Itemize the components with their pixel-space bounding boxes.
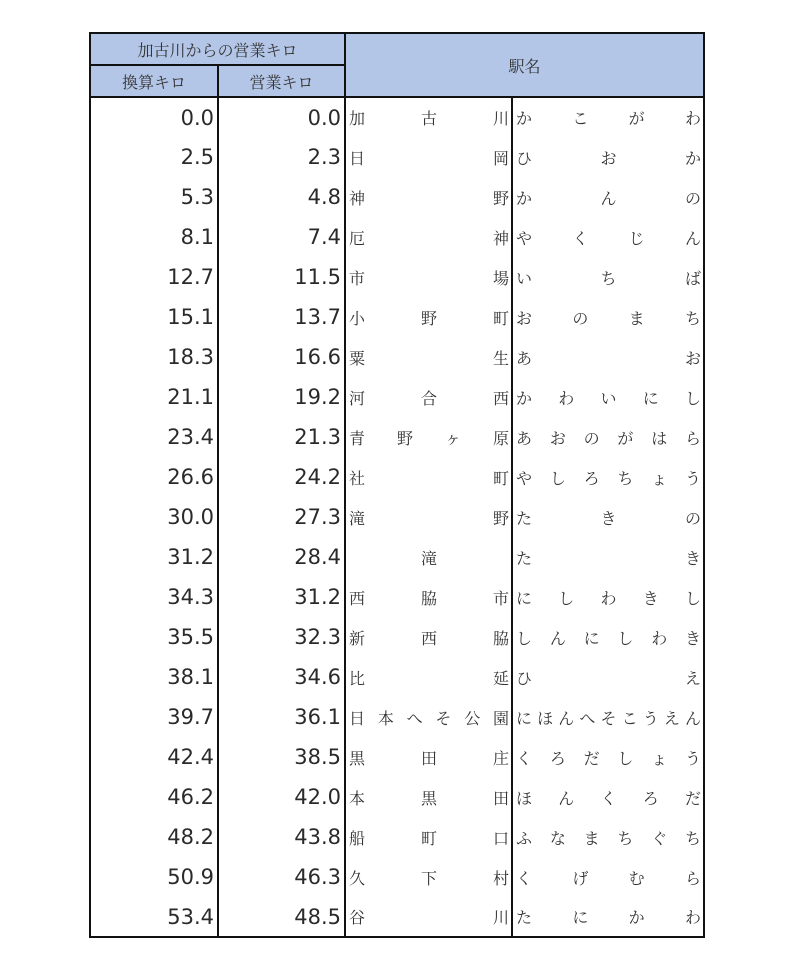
station-kanji-cell: 厄 神 [345,217,512,257]
table-row [90,177,704,217]
station-kana-cell: ふ な ま ち ぐ ち [512,817,704,857]
station-kanji-cell: 滝 [345,537,512,577]
converted-km-cell: 5.3 [90,177,218,217]
converted-km-cell: 48.2 [90,817,218,857]
station-kana-cell: ひ え [512,657,704,697]
converted-km-cell: 23.4 [90,417,218,457]
table-row [90,777,704,817]
operating-km-cell: 32.3 [218,617,345,657]
operating-km-cell: 31.2 [218,577,345,617]
station-kanji-cell: 日 岡 [345,137,512,177]
table-row [90,457,704,497]
table-row [90,297,704,337]
converted-km-cell: 35.5 [90,617,218,657]
station-kanji-cell: 河 合 西 [345,377,512,417]
table-row [90,577,704,617]
operating-km-cell: 7.4 [218,217,345,257]
station-kanji-cell: 久 下 村 [345,857,512,897]
table-row [90,697,704,737]
table-row [90,497,704,537]
converted-km-cell: 0.0 [90,97,218,137]
operating-km-cell: 4.8 [218,177,345,217]
station-distance-table [89,32,705,938]
table-row [90,417,704,457]
station-kana-cell: た き [512,537,704,577]
station-kana-cell: く ろ だ し ょ う [512,737,704,777]
table-row [90,737,704,777]
converted-km-cell: 50.9 [90,857,218,897]
station-kana-cell: か こ が わ [512,97,704,137]
station-kana-cell: か ん の [512,177,704,217]
table-row [90,137,704,177]
station-kana-cell: し ん に し わ き [512,617,704,657]
converted-km-cell: 15.1 [90,297,218,337]
converted-km-header: 換算キロ [90,65,218,97]
station-kanji-cell: 粟 生 [345,337,512,377]
station-kanji-cell: 比 延 [345,657,512,697]
table-row [90,857,704,897]
converted-km-cell: 26.6 [90,457,218,497]
station-kana-cell: た き の [512,497,704,537]
table-row [90,217,704,257]
station-kana-cell: た に か わ [512,897,704,937]
station-kanji-cell: 青 野 ヶ 原 [345,417,512,457]
operating-km-cell: 48.5 [218,897,345,937]
converted-km-cell: 31.2 [90,537,218,577]
converted-km-cell: 39.7 [90,697,218,737]
operating-km-cell: 16.6 [218,337,345,377]
table-row [90,817,704,857]
converted-km-cell: 12.7 [90,257,218,297]
converted-km-cell: 53.4 [90,897,218,937]
station-kana-cell: い ち ば [512,257,704,297]
station-kanji-cell: 市 場 [345,257,512,297]
operating-km-cell: 43.8 [218,817,345,857]
station-kanji-cell: 社 町 [345,457,512,497]
operating-km-cell: 38.5 [218,737,345,777]
operating-km-cell: 42.0 [218,777,345,817]
station-kanji-cell: 滝 野 [345,497,512,537]
station-kana-cell: ひ お か [512,137,704,177]
operating-km-cell: 19.2 [218,377,345,417]
station-kanji-cell: 西 脇 市 [345,577,512,617]
station-kanji-cell: 日 本 へ そ 公 園 [345,697,512,737]
table-row [90,97,704,137]
operating-km-cell: 11.5 [218,257,345,297]
table-row [90,337,704,377]
converted-km-cell: 30.0 [90,497,218,537]
station-kana-cell: お の ま ち [512,297,704,337]
converted-km-cell: 21.1 [90,377,218,417]
station-kanji-cell: 小 野 町 [345,297,512,337]
table-body [90,97,704,937]
table-row [90,377,704,417]
station-kanji-cell: 本 黒 田 [345,777,512,817]
station-kanji-cell: 黒 田 庄 [345,737,512,777]
operating-km-cell: 2.3 [218,137,345,177]
station-kanji-cell: 船 町 口 [345,817,512,857]
operating-km-cell: 13.7 [218,297,345,337]
station-kana-cell: に ほ ん へ そ こ う え ん [512,697,704,737]
table-row [90,257,704,297]
table-row [90,657,704,697]
table-row [90,617,704,657]
converted-km-cell: 18.3 [90,337,218,377]
operating-km-cell: 0.0 [218,97,345,137]
operating-km-cell: 24.2 [218,457,345,497]
distance-group-header: 加古川からの営業キロ [90,33,345,65]
converted-km-cell: 42.4 [90,737,218,777]
station-kana-cell: に し わ き し [512,577,704,617]
station-kanji-cell: 神 野 [345,177,512,217]
station-kanji-cell: 谷 川 [345,897,512,937]
table-row [90,537,704,577]
operating-km-cell: 36.1 [218,697,345,737]
station-kana-cell: や く じ ん [512,217,704,257]
station-kana-cell: あ お の が は ら [512,417,704,457]
operating-km-cell: 27.3 [218,497,345,537]
station-kana-cell: あ お [512,337,704,377]
converted-km-cell: 2.5 [90,137,218,177]
operating-km-cell: 34.6 [218,657,345,697]
station-kanji-cell: 加 古 川 [345,97,512,137]
converted-km-cell: 34.3 [90,577,218,617]
station-kanji-cell: 新 西 脇 [345,617,512,657]
station-kana-cell: ほ ん く ろ だ [512,777,704,817]
table-row [90,897,704,937]
operating-km-header: 営業キロ [218,65,345,97]
station-kana-cell: か わ い に し [512,377,704,417]
station-kana-cell: く げ む ら [512,857,704,897]
operating-km-cell: 46.3 [218,857,345,897]
station-name-header: 駅名 [345,33,704,97]
converted-km-cell: 46.2 [90,777,218,817]
operating-km-cell: 28.4 [218,537,345,577]
station-kana-cell: や し ろ ち ょ う [512,457,704,497]
operating-km-cell: 21.3 [218,417,345,457]
converted-km-cell: 38.1 [90,657,218,697]
converted-km-cell: 8.1 [90,217,218,257]
